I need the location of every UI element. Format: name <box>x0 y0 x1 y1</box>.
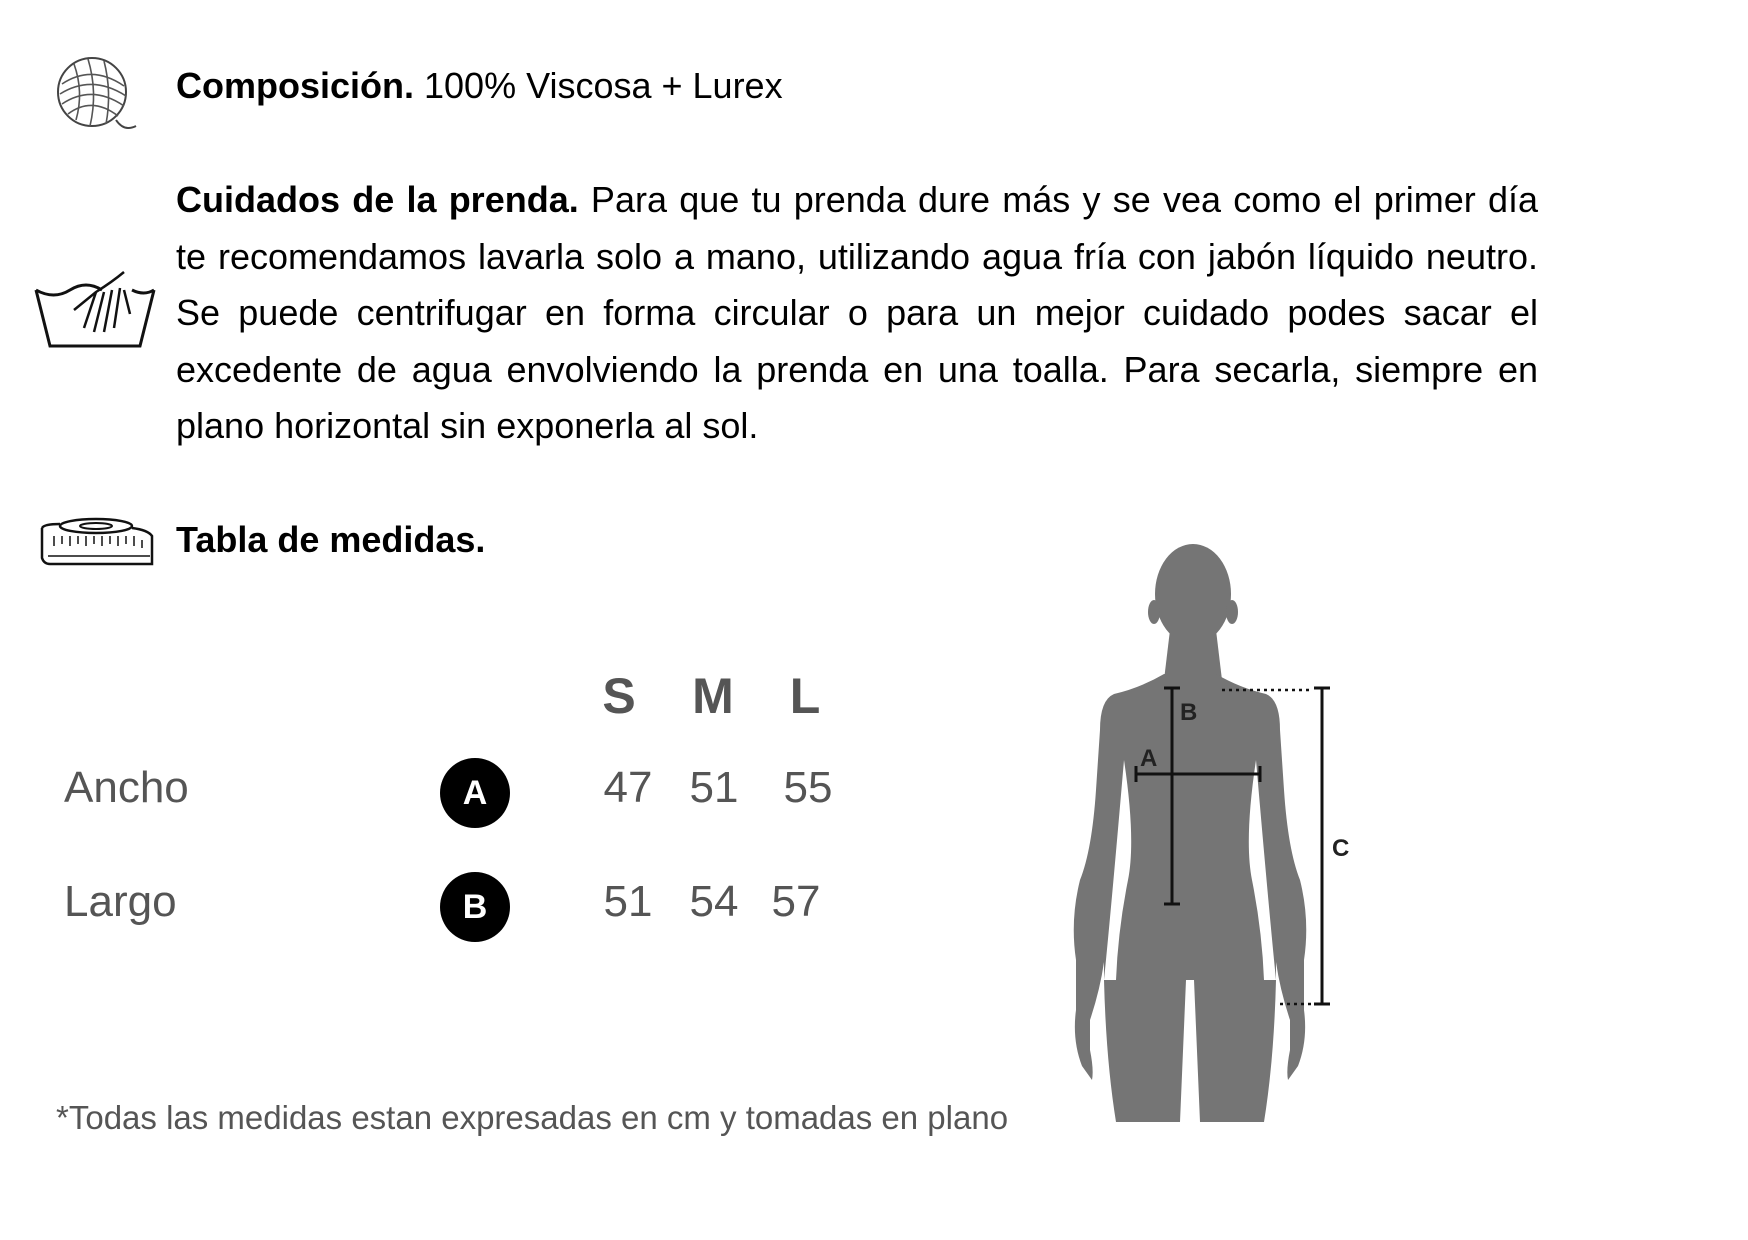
size-header-l: L <box>789 668 821 724</box>
body-silhouette-icon <box>1074 544 1307 1122</box>
composition-value: 100% Viscosa + Lurex <box>414 65 783 106</box>
value-ancho-l: 55 <box>783 763 833 812</box>
yarn-ball-icon <box>54 54 138 134</box>
care-paragraph <box>176 172 1538 455</box>
measuring-tape-icon <box>40 516 156 566</box>
value-ancho-m: 51 <box>689 763 739 812</box>
figure-label-c: C <box>1332 835 1350 862</box>
care-text: Para que tu prenda dure más y se vea como el primer día te recomendamos lavarla solo a mano, utilizando agua fría con jabón líquido neutro. Se puede centrifugar en forma circular o para un mejor cuidado podes sacar el excedente de agua envolviendo la prenda en una toalla. Para secarla, siempre en plano horizontal sin exponerla al sol. <box>176 179 1538 446</box>
sizes-title: Tabla de medidas. <box>176 519 486 560</box>
size-header-m: M <box>692 668 734 724</box>
care-label: Cuidados de la prenda. <box>176 179 579 220</box>
composition-label: Composición. <box>176 65 415 106</box>
row-label-ancho: Ancho <box>64 763 189 812</box>
body-silhouette-figure <box>1060 540 1380 1145</box>
value-largo-l: 57 <box>771 877 821 926</box>
badge-a: A <box>440 758 510 828</box>
value-ancho-s: 47 <box>603 763 653 812</box>
badge-b: B <box>440 872 510 942</box>
figure-label-a: A <box>1140 745 1158 772</box>
figure-label-b: B <box>1180 699 1198 726</box>
row-label-largo: Largo <box>64 877 177 926</box>
size-header-s: S <box>602 668 636 724</box>
composition-text <box>176 62 783 110</box>
value-largo-m: 54 <box>689 877 739 926</box>
measurement-note: *Todas las medidas estan expresadas en cm y tomadas en plano <box>56 1099 1009 1136</box>
hand-wash-icon <box>34 270 158 354</box>
value-largo-s: 51 <box>603 877 653 926</box>
